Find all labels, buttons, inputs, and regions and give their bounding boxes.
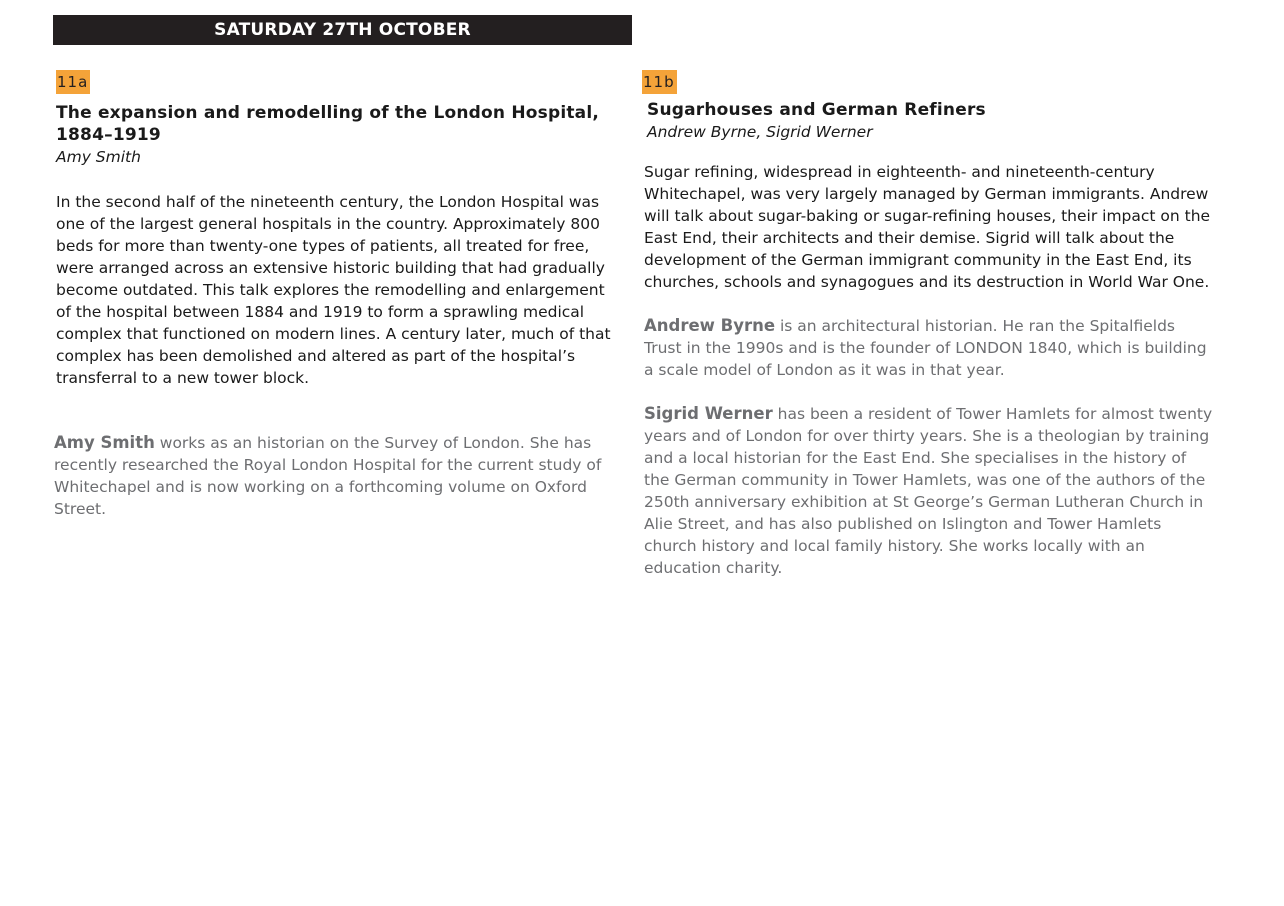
talk-title: The expansion and remodelling of the London Hospital, 1884–1919	[56, 103, 600, 145]
speaker-bio	[644, 315, 1214, 381]
speaker-bio-name: Andrew Byrne	[644, 316, 776, 335]
speaker-bio	[54, 432, 612, 520]
speaker-bio-text: works as an historian on the Survey of London. She has recently researched the Royal London Hospital for the current study of Whitechapel and is now working on a forthcoming volume on Oxford Street.	[54, 434, 602, 518]
day-banner	[53, 15, 632, 45]
talk-title: Sugarhouses and German Refiners	[647, 100, 986, 120]
session-code-tag: 11b	[642, 70, 677, 94]
session-11b	[644, 70, 1214, 579]
session-code-tag: 11a	[56, 70, 90, 94]
day-banner-label: SATURDAY 27TH OCTOBER	[214, 20, 471, 40]
talk-abstract: In the second half of the nineteenth century, the London Hospital was one of the largest general hospitals in the country. Approximately 800 beds for more than twenty-one types of patients, all treated for free, were arranged across an extensive historic building that had gradually become outdated. This talk explores the remodelling and enlargement of the hospital between 1884 and 1919 to form a sprawling medical complex that functioned on modern lines. A century later, much of that complex has been demolished and altered as part of the hospital’s transferral to a new tower block.	[56, 193, 611, 387]
talk-speakers: Amy Smith	[56, 148, 141, 166]
speaker-bio-text: is an architectural historian. He ran the Spitalfields Trust in the 1990s and is the founder of LONDON 1840, which is building a scale model of London as it was in that year.	[644, 317, 1207, 379]
talk-speakers: Andrew Byrne, Sigrid Werner	[647, 123, 873, 141]
talk-abstract: Sugar refining, widespread in eighteenth- and nineteenth-century Whitechapel, was very largely managed by German immigrants. Andrew will talk about sugar-baking or sugar-refining houses, their impact on the East End, their architects and their demise. Sigrid will talk about the development of the German immigrant community in the East End, its churches, schools and synagogues and its destruction in World War One.	[644, 163, 1211, 291]
speaker-bio	[644, 403, 1214, 579]
session-11a	[56, 70, 612, 520]
speaker-bio-text: has been a resident of Tower Hamlets for almost twenty years and of London for over thirty years. She is a theologian by training and a local historian for the East End. She specialises in the history of the German community in Tower Hamlets, was one of the authors of the 250th anniversary exhibition at St George’s German Lutheran Church in Alie Street, and has also published on Islington and Tower Hamlets church history and local family history. She works locally with an education charity.	[644, 405, 1213, 577]
speaker-bio-name: Sigrid Werner	[644, 404, 773, 423]
speaker-bio-name: Amy Smith	[54, 433, 155, 452]
